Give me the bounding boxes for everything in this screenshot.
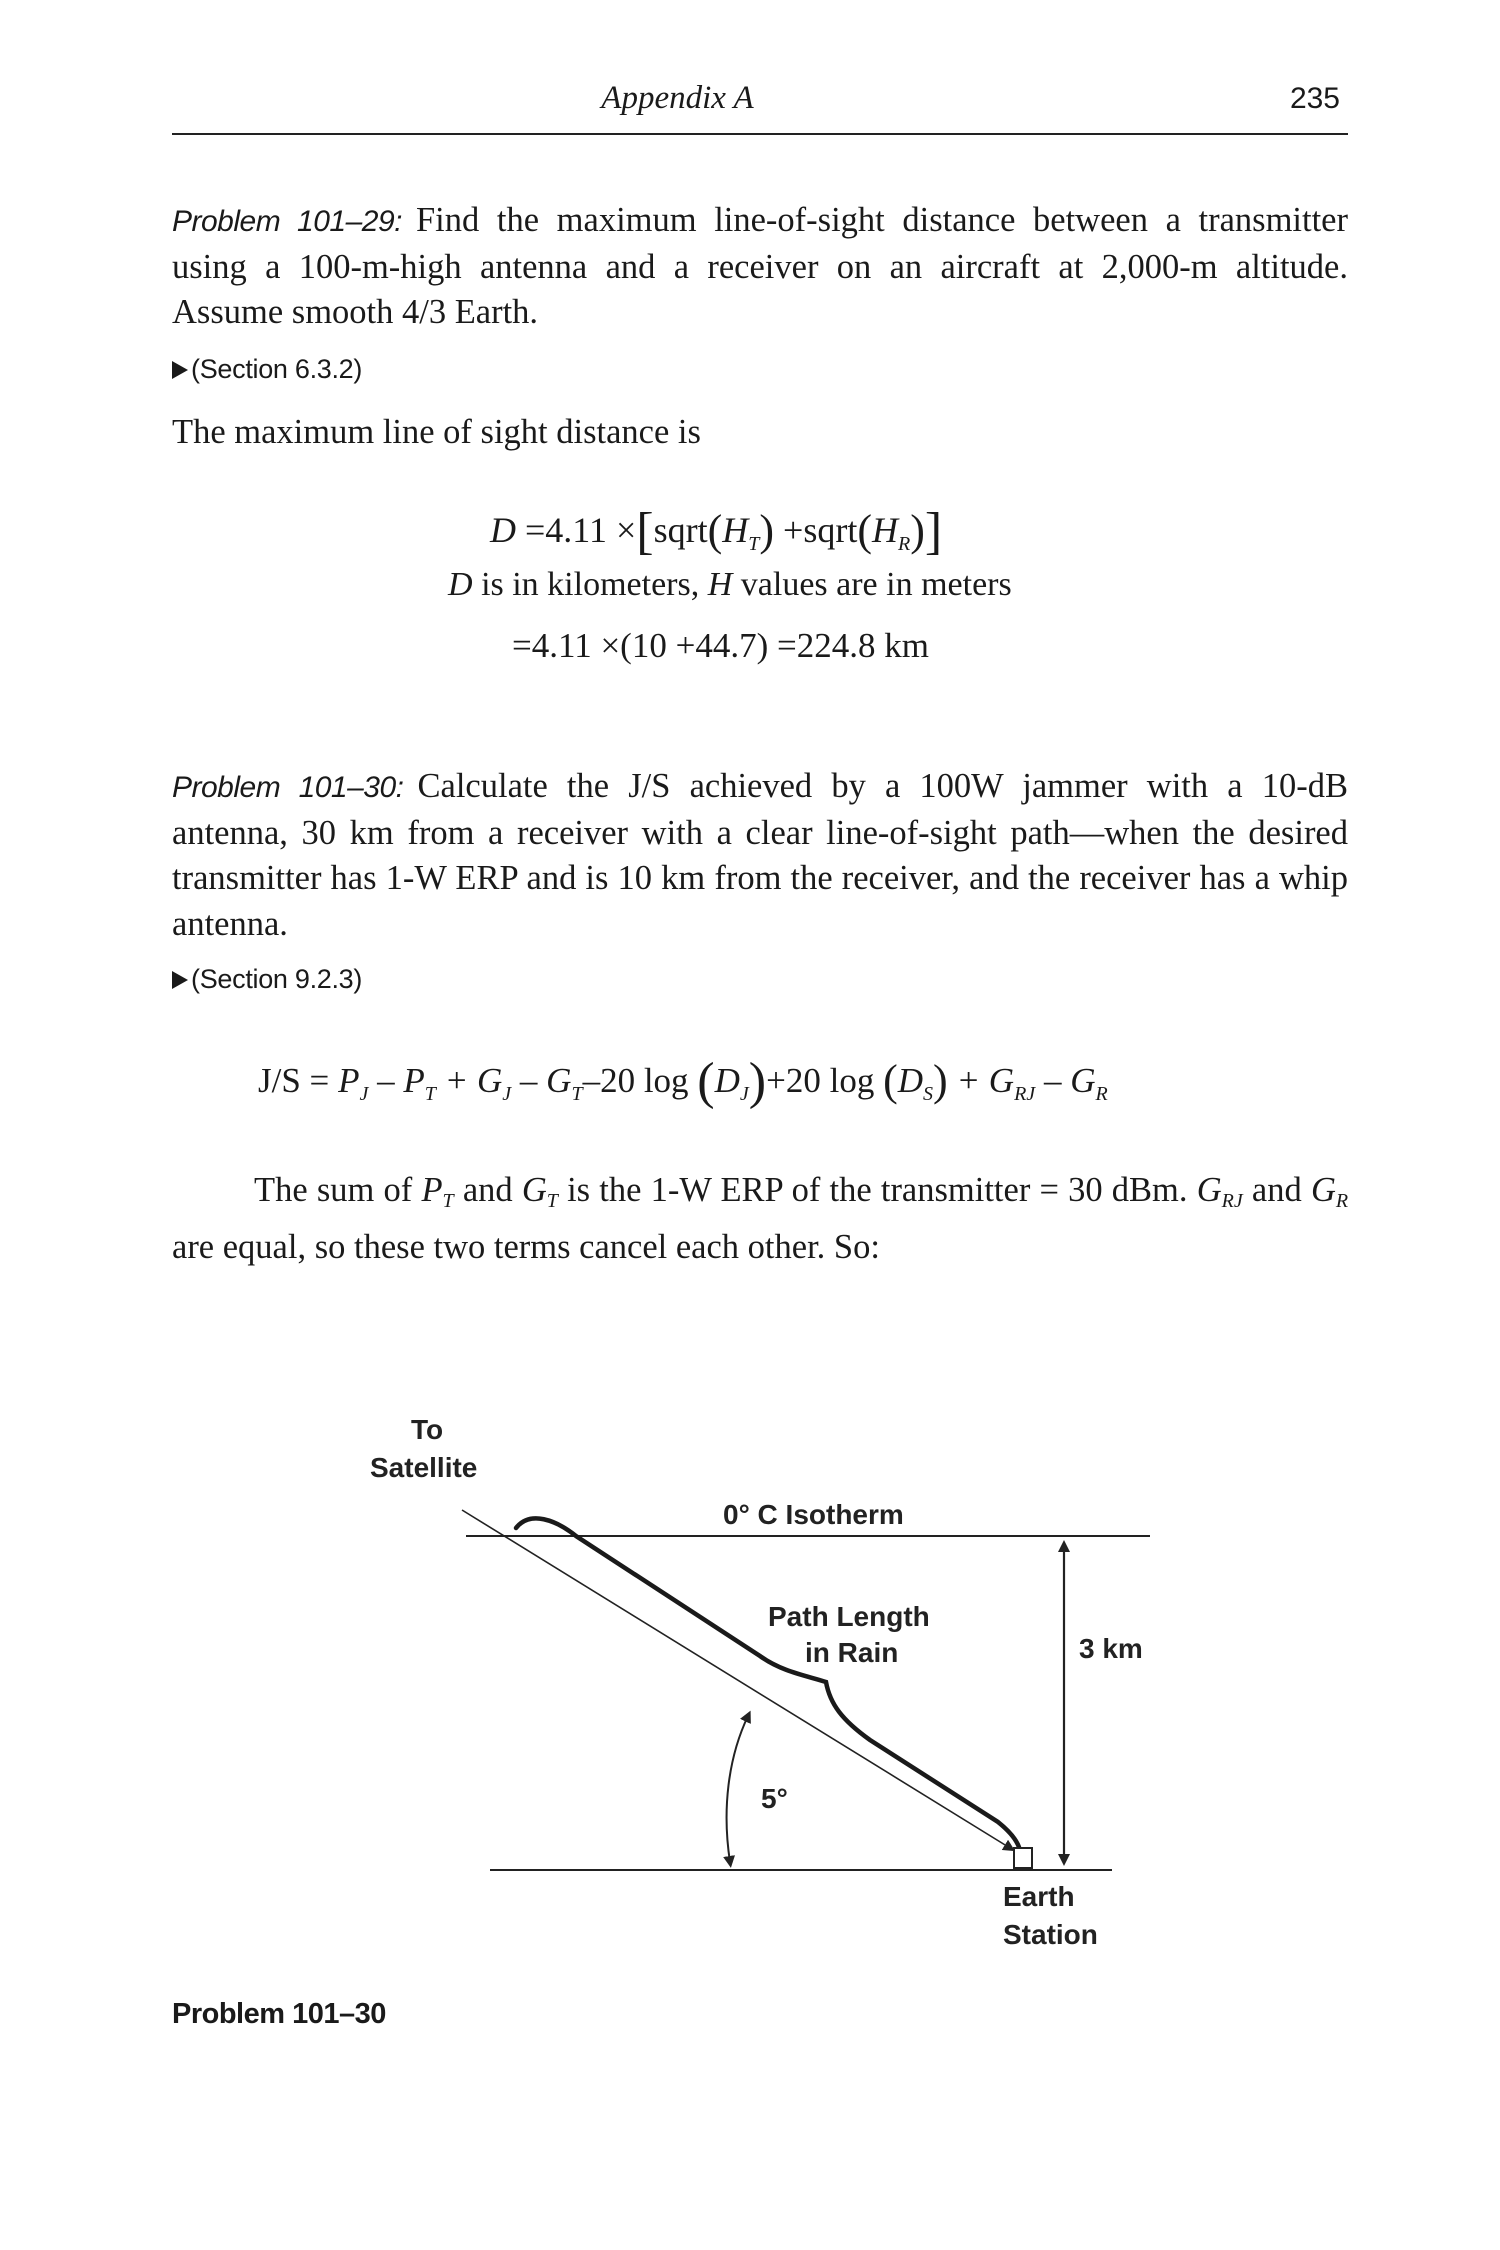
problem-29-label: Problem 101–29:: [172, 205, 402, 238]
eq-ht: H: [722, 510, 749, 550]
label-angle: 5°: [761, 1783, 788, 1814]
eq-hr: H: [872, 510, 899, 550]
js-grj: + G: [956, 1061, 1015, 1100]
sum-text-b: and: [462, 1171, 513, 1209]
js-gt: – G: [519, 1061, 572, 1100]
label-in-rain: in Rain: [805, 1637, 899, 1668]
js-pj-sub: J: [359, 1083, 369, 1105]
js-log2: +20 log: [766, 1061, 875, 1100]
js-dj-sub: J: [739, 1083, 749, 1105]
problem-30-text: Calculate the J/S achieved by a 100W jammer with a 10-dB antenna, 30 km from a receiver with a clear line-of-sight path—when the desired transmitter has 1-W ERP and is 10 km from the receiver, and the receiver has a whip antenna.: [172, 767, 1348, 943]
units-tail: values are in meters: [740, 566, 1012, 603]
label-height: 3 km: [1079, 1633, 1143, 1664]
js-grj-sub: RJ: [1014, 1083, 1036, 1105]
equation-js: $J/S = P_J - P_T + G_J - G_T-20$ $\log (D_J)+20$ $\log (D_S) + G_{RJ} - G_R$: [258, 1053, 1108, 1110]
units-d: D: [448, 566, 473, 603]
eq-ht-sub: T: [748, 533, 760, 555]
sum-text-a: The sum of: [254, 1171, 413, 1209]
js-log1: –20 log: [582, 1061, 689, 1100]
figure-caption: Problem 101–30: [172, 1998, 386, 2030]
section-ref-text: (Section 9.2.3): [191, 964, 363, 994]
js-ds: D: [897, 1061, 924, 1100]
problem-29-intro: The maximum line of sight distance is: [172, 413, 701, 451]
label-station: Station: [1003, 1919, 1098, 1950]
equation-los-result: =4.11 ×(10 +44.7) =224.8 km: [512, 626, 929, 665]
sum-grj: G: [1196, 1171, 1222, 1209]
units-h: H: [707, 566, 733, 603]
eq-hr-sub: R: [898, 533, 911, 555]
label-satellite: Satellite: [370, 1452, 478, 1483]
js-pt: – P: [377, 1061, 425, 1100]
angle-arc: [727, 1716, 748, 1862]
section-ref-text: (Section 6.3.2): [191, 354, 363, 384]
sum-gt: G: [521, 1171, 547, 1209]
sum-pt: P: [421, 1171, 443, 1209]
problem-29-text: Find the maximum line-of-sight distance between a transmitter using a 100-m-high antenna and a receiver on an aircraft at 2,000-m altitude. Assume smooth 4/3 Earth.: [172, 201, 1348, 331]
js-lhs: J/S =: [258, 1061, 330, 1100]
problem-30-label: Problem 101–30:: [172, 771, 404, 804]
units-mid: is in kilometers,: [481, 566, 700, 603]
running-header-title: Appendix A: [601, 80, 754, 116]
slant-path-line: [462, 1510, 1010, 1848]
js-gj-sub: J: [502, 1083, 512, 1105]
label-isotherm: 0° C Isotherm: [723, 1499, 904, 1530]
sum-gt-sub: T: [546, 1190, 558, 1212]
equation-los-distance: $D =4.11 \times[sqrt(H_T)$ $+sqrt(H_R)$]: [490, 503, 943, 560]
sum-pt-sub: T: [442, 1190, 454, 1212]
eq-d-symbol: D: [490, 510, 516, 550]
sum-gr: G: [1310, 1171, 1336, 1209]
js-pj: P: [338, 1061, 360, 1100]
eq-sqrt-1: sqrt: [653, 510, 708, 550]
eq-coefficient: =4.11 ×: [525, 510, 637, 550]
sum-grj-sub: RJ: [1221, 1190, 1243, 1212]
sum-text-c: is the 1-W ERP of the transmitter = 30 dBm.: [567, 1171, 1188, 1209]
js-gr-sub: R: [1095, 1083, 1108, 1105]
js-dj: D: [714, 1061, 740, 1100]
js-gt-sub: T: [571, 1083, 583, 1105]
js-gj: + G: [444, 1061, 503, 1100]
sum-gr-sub: R: [1335, 1190, 1349, 1212]
sum-text-e: are equal, so these two terms cancel each other. So:: [172, 1227, 880, 1266]
sum-text-d: and: [1251, 1171, 1302, 1209]
earth-station-box: [1014, 1848, 1032, 1868]
label-to: To: [411, 1414, 444, 1445]
eq-sqrt-2: +sqrt: [783, 510, 858, 550]
label-earth: Earth: [1003, 1881, 1075, 1912]
js-gr: – G: [1043, 1061, 1096, 1100]
label-path-length: Path Length: [768, 1601, 930, 1632]
js-ds-sub: S: [923, 1083, 934, 1105]
page-number: 235: [1289, 82, 1340, 115]
js-pt-sub: T: [424, 1083, 436, 1105]
